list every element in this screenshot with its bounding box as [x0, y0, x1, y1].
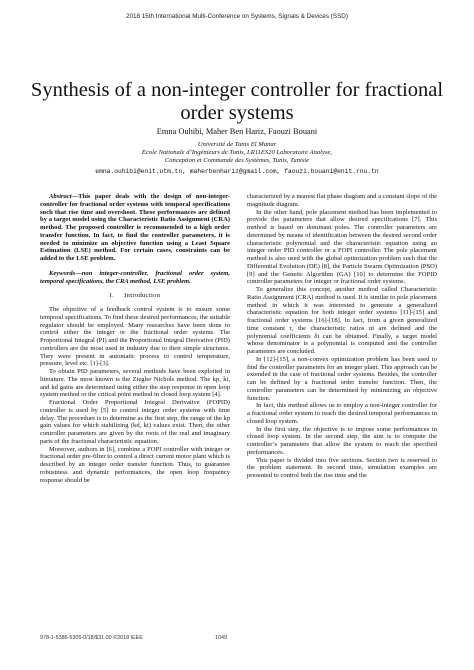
right-column: [247, 193, 437, 480]
abstract: [40, 193, 230, 263]
body-paragraph: Fractional Order Proportional Integral Derivative (FOPID) controller is used by [5] to control integer order systems with time delay. The procedure is to determine as the first step, the range of the kp gain values for which stabilizing (kd, ki) values exist. Then, the other controller parameters are given by the roots of the real and imaginary parts of the fractional characteristic equation.: [40, 399, 230, 445]
affiliation-line: Ecole Nationale d’Ingénieurs de Tunis, LR11ES20 Laboratoire Analyse,: [141, 149, 333, 157]
page-number: 1049: [215, 635, 227, 641]
keywords: [40, 270, 230, 286]
keywords-text: —non integer-controller, fractional order system, temporal specifications, the CRA method, LSE problem.: [40, 269, 230, 285]
conference-header: 2018 15th International Multi-Conference on Systems, Signals & Devices (SSD): [126, 13, 348, 20]
body-paragraph: In [12]-[15], a non-convex optimization problem has been used to find the controller parameters for an integer plant. This approach can be extended in the case of fractional order systems. Besides, the controller can be defined by a fractional order transfer function. Then, the controller parameters can be determined by minimizing an objective function.: [247, 355, 437, 402]
abstract-label: Abstract: [49, 193, 72, 200]
body-paragraph: Moreover, authors in [6], combine a FOPI controller with integer or fractional order pre-filter to control a direct current motor plant which is described by an integer order transfer function. Thus, to guarantee robustness and dynamic performances, the open loop frequency response should be: [40, 445, 230, 484]
left-column: [40, 193, 230, 484]
body-paragraph: In the other hand, pole placement method has been implemented to provide the parameters that allow desired specifications [7]. This method is based on dominant poles. The controller parameters are determined by means of identification between the desired second order characteristic polynomial and the characteristic equation using an integer order PID controller or a FOPI controller. The pole placement method is also used with the global optimization problem such that the Differential Evolution (DE) [8], the Particle Swarm Optimization (PSO) [9] and the Genetic Algorithm (GA) [10] to determine the FOPID controller parameters for integer or fractional order systems.: [247, 208, 437, 286]
author-list: Emna Ouhibi, Maher Ben Hariz, Faouzi Bouani: [156, 127, 318, 136]
isbn-copyright: 978-1-5386-5305-0/18/$31.00 ©2018 IEEE: [40, 635, 143, 641]
section-title: Introduction: [124, 292, 161, 300]
abstract-text: —This paper deals with the design of non-integer-controller for fractional order systems with temporal specifications such that rise time and overshoot. These performances are defined by a target model using the Characteristic Ratio Assignment (CRA) method. The proposed controller is recommended to a high order transfer function. In fact, to find the controller parameters, it is needed to minimize an objective function using a Least Square Estimation (LSE) method. For certain cases, constraints can be added to the LSE problem.: [40, 193, 230, 262]
paper-title: Synthesis of a non-integer controller for fractional order systems: [30, 79, 444, 124]
keywords-label: Keywords: [49, 269, 76, 277]
body-paragraph: This paper is divided into five sections. Section two is reserved to the problem statement. In second time, simulation examples are presented to control both the rise time and the: [247, 456, 437, 479]
body-paragraph: characterized by a nearest flat phase diagram and a constant slope of the magnitude diagram.: [247, 193, 437, 208]
author-emails: emna.ouhibi@enit.utm.tn, maherbenhariz@gmail.com, faouzi.bouani@enit.rnu.tn: [95, 168, 379, 175]
body-paragraph: In fact, this method allows us to employ a non-integer controller for a fractional order system to reach the desired temporal performances in closed loop system.: [247, 402, 437, 425]
affiliation-line: Université de Tunis El Manar: [197, 141, 277, 148]
body-paragraph: In the first step, the objective is to impose some performances in closed loop system. In the second step, the aim is to compute the controller’s parameters that allow the system to reach the specified performances.: [247, 425, 437, 456]
body-paragraph: To generalize this concept, another method called Characteristic Ratio Assignment (CRA) method is used. It is similar to pole placement method in which it was interested to generate a generalized characteristic equation for both integer order systems [11]-[15] and fractional order systems [16]-[18]. In fact, from a given generalized time constant τ, the characteristic ratios αi are defined and the polynomial coefficients δi can be obtained. Finally, a target model whose denominator is a polynomial is computed and the controller parameters are concluded.: [247, 286, 437, 355]
affiliation-block: [0, 141, 474, 166]
section-number: I.: [109, 292, 115, 300]
body-paragraph: The objective of a feedback control system is to ensure some temporal specifications. To find these desired performances, the suitable regulator should be employed. Many researches have been done to control either the integer or the fractional order systems. The Proportional Integral (PI) and the Proportional Integral Derivative (PID) controllers are the most used in industry due to their simple structures. They were present in automatic process to control temperature, pressure, level etc. [1]-[3].: [40, 306, 230, 368]
body-paragraph: To obtain PID parameters, several methods have been exploited in literature. The most known is the Ziegler Nichols method. The kp, ki, and kd gains are determined using either the step response in open loop system method or the critical point method in closed loop system [4].: [40, 368, 230, 399]
section-heading: [40, 292, 230, 300]
affiliation-line: Conception et Commande des Systèmes, Tunis, Tunisie: [164, 157, 310, 165]
